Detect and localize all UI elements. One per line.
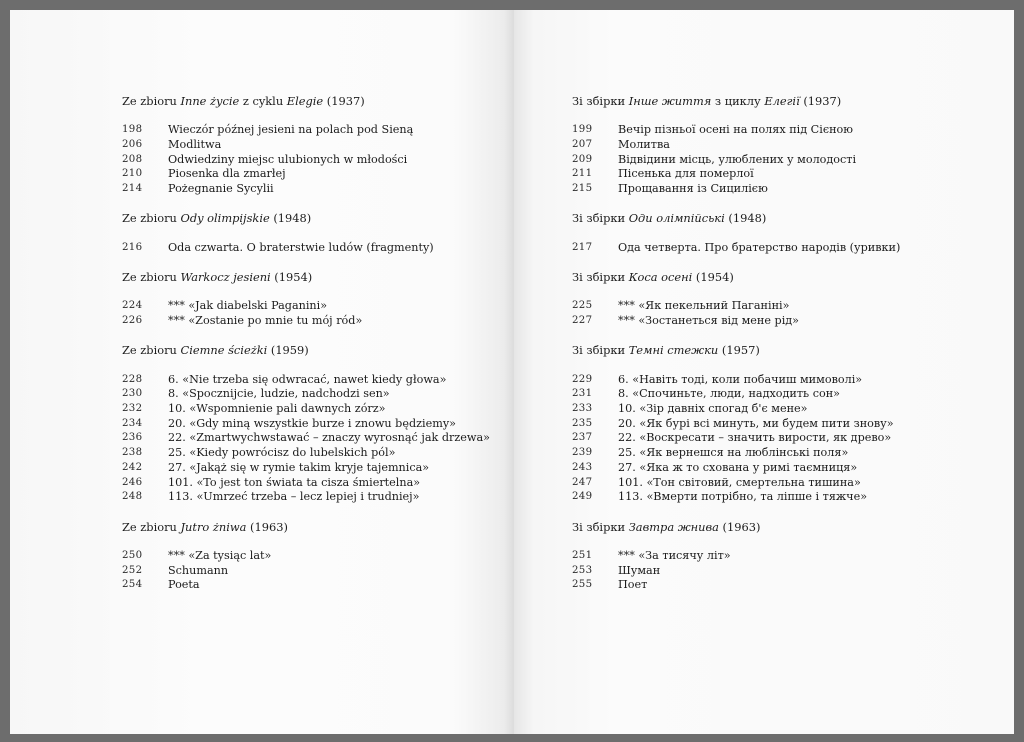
list-item bbox=[572, 299, 900, 314]
collection-year: (1937) bbox=[323, 94, 365, 108]
book-spread bbox=[10, 10, 1014, 734]
spacer bbox=[122, 226, 490, 241]
list-item bbox=[572, 153, 900, 168]
list-item bbox=[122, 153, 490, 168]
heading-prefix: Ze zbioru bbox=[122, 211, 181, 226]
page-number: 248 bbox=[122, 491, 143, 503]
poem-title: 27. «Jakąż się w rymie takim kryje tajemnica» bbox=[168, 460, 430, 474]
heading-prefix: Ze zbioru bbox=[122, 519, 181, 534]
list-item bbox=[122, 241, 490, 256]
collection-section bbox=[572, 211, 900, 270]
poem-title: 27. «Яка ж то схована у римі таємниця» bbox=[618, 460, 858, 474]
collection-heading bbox=[572, 520, 900, 535]
collection-heading bbox=[572, 343, 900, 358]
list-item bbox=[572, 138, 900, 153]
collection-year: (1954) bbox=[270, 270, 313, 285]
page-number: 227 bbox=[572, 315, 593, 327]
poem-title: Schumann bbox=[168, 563, 229, 577]
page-number: 234 bbox=[122, 417, 143, 429]
page-number: 206 bbox=[122, 138, 143, 150]
poem-title: *** «Zostanie po mnie tu mój ród» bbox=[168, 314, 363, 328]
spacer bbox=[122, 285, 490, 300]
poem-title: Odwiedziny miejsc ulubionych w młodości bbox=[168, 152, 408, 166]
collection-title: Інше життя bbox=[628, 94, 712, 108]
page-number: 210 bbox=[122, 168, 143, 180]
heading-prefix: Зі збірки bbox=[572, 211, 629, 226]
poem-title: 22. «Zmartwychwstawać – znaczy wyrosnąć jak drzewa» bbox=[168, 431, 490, 445]
collection-section bbox=[572, 94, 900, 211]
collection-heading bbox=[122, 520, 490, 535]
list-item bbox=[122, 417, 490, 432]
right-contents-list bbox=[572, 94, 900, 593]
page-number: 230 bbox=[122, 388, 143, 400]
page-number: 239 bbox=[572, 447, 593, 459]
page-number: 255 bbox=[572, 579, 593, 591]
heading-prefix: Ze zbioru bbox=[122, 94, 181, 108]
poem-title: 8. «Spocznijcie, ludzie, nadchodzi sen» bbox=[168, 387, 390, 401]
list-item bbox=[122, 476, 490, 491]
poem-title: Ода четверта. Про братерство народів (уривки) bbox=[618, 240, 901, 254]
poem-title: 10. «Wspomnienie pali dawnych zórz» bbox=[168, 402, 386, 416]
poem-title: 25. «Як вернешся на люблінські поля» bbox=[618, 446, 849, 460]
list-item bbox=[572, 182, 900, 197]
list-item bbox=[572, 461, 900, 476]
page-number: 225 bbox=[572, 300, 593, 312]
heading-prefix: Ze zbioru bbox=[122, 343, 181, 358]
page-number: 208 bbox=[122, 153, 143, 165]
entry-list bbox=[122, 549, 490, 593]
poem-title: Poeta bbox=[168, 578, 200, 592]
list-item bbox=[122, 402, 490, 417]
entry-list bbox=[572, 549, 900, 593]
entry-list bbox=[122, 373, 490, 505]
spacer bbox=[572, 358, 900, 373]
page-number: 233 bbox=[572, 403, 593, 415]
spacer bbox=[572, 226, 900, 241]
page-number: 243 bbox=[572, 461, 593, 473]
spacer bbox=[572, 255, 900, 270]
collection-year: (1954) bbox=[692, 270, 734, 285]
list-item bbox=[122, 182, 490, 197]
page-number: 215 bbox=[572, 183, 593, 195]
list-item bbox=[572, 431, 900, 446]
list-item bbox=[572, 314, 900, 329]
list-item bbox=[572, 387, 900, 402]
spacer bbox=[122, 109, 490, 124]
entry-list bbox=[572, 373, 900, 505]
collection-section bbox=[572, 270, 900, 343]
list-item bbox=[122, 123, 490, 138]
page-number: 242 bbox=[122, 461, 143, 473]
poem-title: Вечір пізньої осені на полях під Сієною bbox=[618, 123, 854, 137]
spacer bbox=[572, 285, 900, 300]
list-item bbox=[122, 446, 490, 461]
collection-section bbox=[122, 211, 490, 270]
spacer bbox=[122, 505, 490, 520]
poem-title: Pożegnanie Sycylii bbox=[168, 182, 274, 196]
spacer bbox=[572, 197, 900, 212]
heading-prefix: Зі збірки bbox=[572, 270, 629, 285]
right-page bbox=[514, 10, 1014, 734]
poem-title: 22. «Воскресати – значить вирости, як древо» bbox=[618, 431, 892, 445]
list-item bbox=[572, 123, 900, 138]
page-number: 253 bbox=[572, 564, 593, 576]
page-number: 224 bbox=[122, 300, 143, 312]
collection-title: Ody olimpijskie bbox=[180, 211, 270, 226]
poem-title: Молитва bbox=[618, 137, 670, 151]
poem-title: Modlitwa bbox=[168, 137, 222, 151]
list-item bbox=[122, 578, 490, 593]
collection-year: (1959) bbox=[267, 343, 309, 358]
left-page bbox=[10, 10, 514, 734]
heading-prefix: Зі збірки bbox=[572, 343, 629, 358]
page-number: 228 bbox=[122, 373, 143, 385]
cycle-title: Elegie bbox=[286, 94, 324, 108]
entry-list bbox=[122, 299, 490, 328]
poem-title: *** «Jak diabelski Paganini» bbox=[168, 299, 328, 313]
collection-heading bbox=[122, 343, 490, 358]
collection-section bbox=[572, 520, 900, 593]
list-item bbox=[122, 299, 490, 314]
heading-prefix: Зі збірки bbox=[572, 94, 629, 108]
spacer bbox=[572, 329, 900, 344]
spacer bbox=[122, 358, 490, 373]
list-item bbox=[572, 417, 900, 432]
poem-title: 6. «Навіть тоді, коли побачиш мимоволі» bbox=[618, 372, 863, 386]
page-number: 237 bbox=[572, 432, 593, 444]
list-item bbox=[122, 138, 490, 153]
collection-title: Темні стежки bbox=[628, 343, 719, 358]
poem-title: 10. «Зір давніх спогад б'є мене» bbox=[618, 402, 808, 416]
spacer bbox=[122, 329, 490, 344]
list-item bbox=[122, 431, 490, 446]
entry-list bbox=[572, 123, 900, 196]
collection-heading bbox=[122, 94, 490, 109]
collection-heading bbox=[122, 270, 490, 285]
list-item bbox=[122, 461, 490, 476]
poem-title: Поет bbox=[618, 578, 648, 592]
collection-heading bbox=[572, 94, 900, 109]
poem-title: 101. «To jest ton świata ta cisza śmiertelna» bbox=[168, 475, 421, 489]
list-item bbox=[572, 564, 900, 579]
collection-year: (1963) bbox=[246, 519, 288, 534]
page-number: 251 bbox=[572, 549, 593, 561]
left-contents-list bbox=[122, 94, 490, 593]
page-number: 231 bbox=[572, 388, 593, 400]
page-number: 217 bbox=[572, 241, 593, 253]
collection-year: (1957) bbox=[718, 343, 760, 358]
entry-list bbox=[122, 241, 490, 256]
collection-title: Inne życie bbox=[180, 94, 240, 108]
page-number: 226 bbox=[122, 315, 143, 327]
list-item bbox=[122, 490, 490, 505]
spacer bbox=[572, 534, 900, 549]
spacer bbox=[122, 197, 490, 212]
poem-title: Piosenka dla zmarłej bbox=[168, 167, 286, 181]
page-number: 216 bbox=[122, 241, 143, 253]
poem-title: Пісенька для померлої bbox=[618, 167, 754, 181]
page-number: 250 bbox=[122, 549, 143, 561]
list-item bbox=[122, 167, 490, 182]
list-item bbox=[122, 373, 490, 388]
page-number: 235 bbox=[572, 417, 593, 429]
list-item bbox=[122, 314, 490, 329]
poem-title: Відвідини місць, улюблених у молодості bbox=[618, 152, 857, 166]
poem-title: Прощавання із Сицилією bbox=[618, 182, 768, 196]
collection-title: Warkocz jesieni bbox=[180, 270, 271, 285]
heading-prefix: Зі збірки bbox=[572, 519, 629, 534]
collection-year: (1937) bbox=[799, 94, 842, 108]
list-item bbox=[122, 564, 490, 579]
collection-heading bbox=[572, 211, 900, 226]
poem-title: Wieczór późnej jesieni na polach pod Sieną bbox=[168, 123, 414, 137]
collection-heading bbox=[572, 270, 900, 285]
list-item bbox=[572, 402, 900, 417]
page-number: 236 bbox=[122, 432, 143, 444]
heading-middle: з циклу bbox=[711, 94, 765, 108]
list-item bbox=[572, 476, 900, 491]
page-number: 209 bbox=[572, 153, 593, 165]
page-number: 198 bbox=[122, 124, 143, 136]
list-item bbox=[572, 373, 900, 388]
list-item bbox=[572, 549, 900, 564]
poem-title: *** «Як пекельний Паганіні» bbox=[618, 299, 790, 313]
heading-middle: z cyklu bbox=[239, 94, 287, 108]
poem-title: *** «Za tysiąc lat» bbox=[168, 548, 272, 562]
collection-title: Ciemne ścieżki bbox=[180, 343, 268, 358]
spacer bbox=[572, 505, 900, 520]
poem-title: 101. «Тон світовий, смертельна тишина» bbox=[618, 475, 861, 489]
page-number: 207 bbox=[572, 138, 593, 150]
poem-title: 6. «Nie trzeba się odwracać, nawet kiedy głowa» bbox=[168, 372, 447, 386]
page-number: 252 bbox=[122, 564, 143, 576]
page-number: 211 bbox=[572, 168, 593, 180]
poem-title: *** «Зостанеться від мене рід» bbox=[618, 314, 799, 328]
list-item bbox=[572, 241, 900, 256]
page-number: 249 bbox=[572, 491, 593, 503]
collection-title: Оди олімпійські bbox=[628, 211, 725, 226]
poem-title: *** «За тисячу літ» bbox=[618, 548, 731, 562]
collection-year: (1948) bbox=[269, 211, 312, 226]
page-number: 199 bbox=[572, 124, 593, 136]
collection-section bbox=[122, 94, 490, 211]
poem-title: Oda czwarta. O braterstwie ludów (fragmenty) bbox=[168, 240, 434, 254]
poem-title: 20. «Gdy miną wszystkie burze i znowu będziemy» bbox=[168, 416, 456, 430]
collection-title: Коса осені bbox=[628, 270, 693, 285]
poem-title: Шуман bbox=[618, 563, 661, 577]
collection-section bbox=[122, 270, 490, 343]
list-item bbox=[122, 549, 490, 564]
page-number: 232 bbox=[122, 403, 143, 415]
page-number: 254 bbox=[122, 579, 143, 591]
list-item bbox=[572, 578, 900, 593]
collection-year: (1963) bbox=[718, 519, 761, 534]
list-item bbox=[572, 446, 900, 461]
collection-section bbox=[122, 520, 490, 593]
collection-title: Jutro żniwa bbox=[180, 519, 247, 534]
entry-list bbox=[122, 123, 490, 196]
collection-section bbox=[122, 343, 490, 519]
poem-title: 20. «Як бурі всі минуть, ми будем пити знову» bbox=[618, 416, 894, 430]
page-number: 229 bbox=[572, 373, 593, 385]
list-item bbox=[572, 167, 900, 182]
entry-list bbox=[572, 241, 900, 256]
spacer bbox=[122, 255, 490, 270]
collection-title: Завтра жнива bbox=[628, 519, 719, 534]
list-item bbox=[572, 490, 900, 505]
spacer bbox=[122, 534, 490, 549]
collection-year: (1948) bbox=[724, 211, 767, 226]
poem-title: 113. «Вмерти потрібно, та лiпше i тяжче» bbox=[618, 490, 868, 504]
page-number: 246 bbox=[122, 476, 143, 488]
cycle-title: Елегії bbox=[764, 94, 800, 108]
list-item bbox=[122, 387, 490, 402]
poem-title: 113. «Umrzeć trzeba – lecz lepiej i trudniej» bbox=[168, 490, 420, 504]
poem-title: 25. «Kiedy powrócisz do lubelskich pól» bbox=[168, 446, 396, 460]
collection-section bbox=[572, 343, 900, 519]
page-number: 238 bbox=[122, 447, 143, 459]
entry-list bbox=[572, 299, 900, 328]
heading-prefix: Ze zbioru bbox=[122, 270, 181, 285]
poem-title: 8. «Спочиньте, люди, надходить сон» bbox=[618, 387, 840, 401]
collection-heading bbox=[122, 211, 490, 226]
page-number: 247 bbox=[572, 476, 593, 488]
spacer bbox=[572, 109, 900, 124]
page-number: 214 bbox=[122, 183, 143, 195]
